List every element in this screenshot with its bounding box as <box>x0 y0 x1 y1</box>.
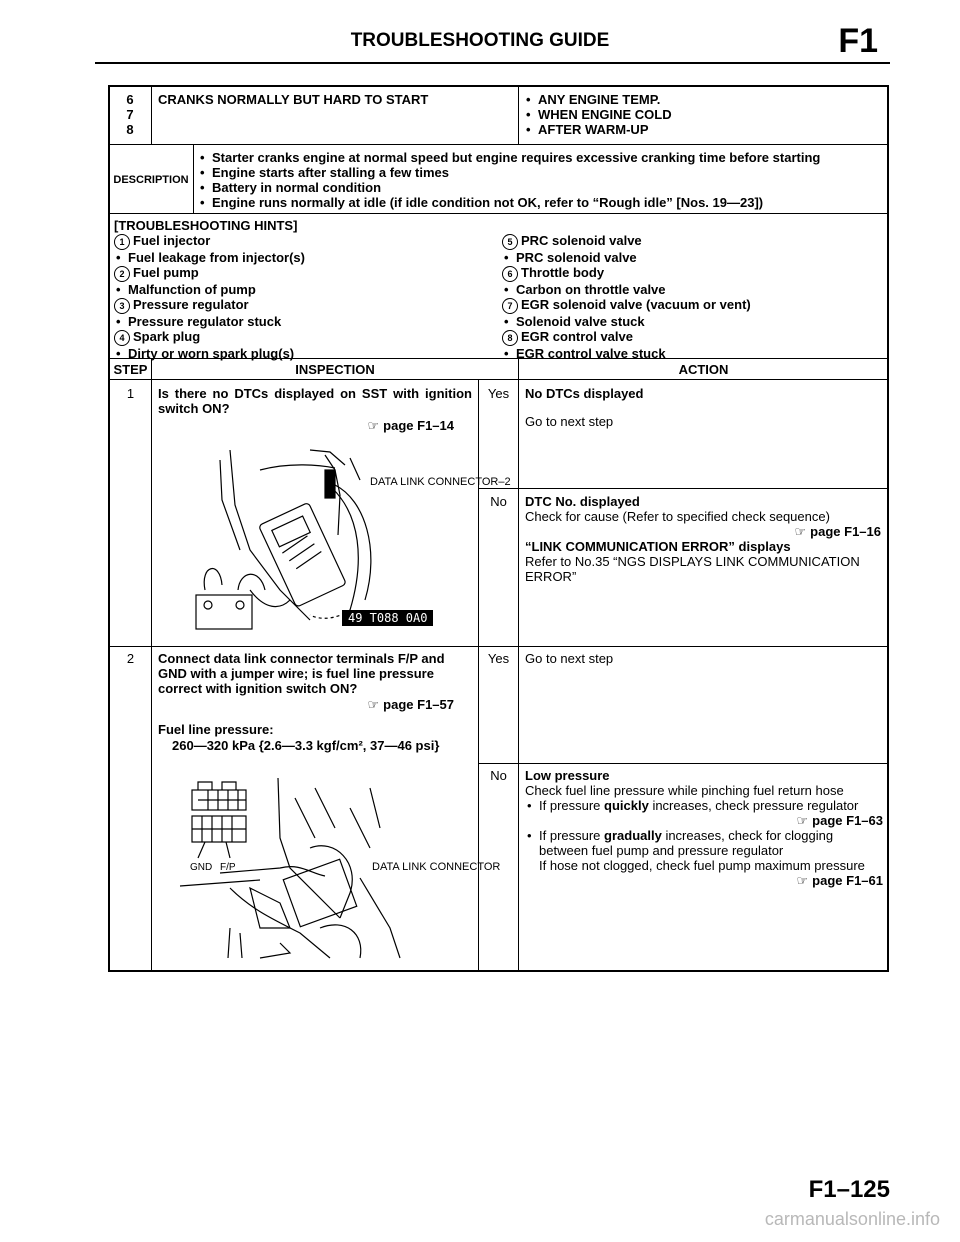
symptom-number: 8 <box>126 122 134 137</box>
gnd-label: GND <box>190 862 213 873</box>
symptom-number: 7 <box>126 107 134 122</box>
description-item: • Starter cranks engine at normal speed but engine requires excessive cranking time before starting <box>198 150 883 165</box>
jumper-wire <box>250 888 290 928</box>
hint-number: 3 <box>114 298 130 314</box>
hints-title: [TROUBLESHOOTING HINTS] <box>114 218 298 233</box>
symptom-title: CRANKS NORMALLY BUT HARD TO START <box>158 92 429 107</box>
divider <box>193 145 194 213</box>
reference-icon: ☞ <box>367 418 380 433</box>
section-code: F1 <box>838 22 878 60</box>
page-ref-text: page F1–57 <box>383 697 454 712</box>
dlc-connector <box>325 470 335 498</box>
step2-inspection: Connect data link connector terminals F/P and GND with a jumper wire; is fuel line pressure correct with ignition switch ON? <box>158 651 445 696</box>
condition: • AFTER WARM-UP <box>524 122 672 137</box>
step1-no-ref <box>525 524 881 539</box>
connector-body <box>310 846 352 918</box>
step2-no-bullet-1 <box>525 798 883 813</box>
hint-detail: • Fuel leakage from injector(s) <box>114 250 474 265</box>
watermark: carmanualsonline.info <box>764 1209 940 1229</box>
text-part: increases, check pressure regulator <box>648 798 859 813</box>
text-part: increases, check for clogging between fuel pump and pressure regulator <box>539 828 834 858</box>
description-list <box>198 150 883 210</box>
text-part: If pressure <box>539 828 605 843</box>
reference-icon: ☞ <box>796 873 809 888</box>
hint-name: Pressure regulator <box>133 297 249 312</box>
step1-yes-title: No DTCs displayed <box>525 386 644 401</box>
divider <box>151 380 152 971</box>
divider <box>518 86 519 144</box>
reference-icon: ☞ <box>794 524 807 539</box>
symptom-number: 6 <box>126 92 134 107</box>
condition: • WHEN ENGINE COLD <box>524 107 672 122</box>
divider <box>518 380 519 971</box>
step1-no-block <box>525 494 881 584</box>
hint-name: Throttle body <box>521 265 605 280</box>
page-number: F1–125 <box>808 1176 890 1203</box>
page-ref-text: page F1–14 <box>383 418 454 433</box>
step2-no: No <box>490 768 507 783</box>
step2-no-ref2 <box>525 873 883 888</box>
col-action-header: ACTION <box>678 362 729 377</box>
sst-tester-screen <box>272 516 310 547</box>
page-ref-text: page F1–63 <box>812 813 883 828</box>
step2-no-title: Low pressure <box>525 768 610 783</box>
step1-no-title2: “LINK COMMUNICATION ERROR” displays <box>525 539 791 554</box>
step2-no-bullet-2 <box>525 828 883 858</box>
divider <box>109 213 888 214</box>
sst-part-number: 49 T088 0A0 <box>342 610 433 626</box>
col-step-header: STEP <box>113 362 148 377</box>
description-item: • Engine starts after stalling a few times <box>198 165 883 180</box>
hint-name: Fuel pump <box>133 265 199 280</box>
battery <box>196 595 252 629</box>
text-part: If pressure <box>539 798 605 813</box>
keyword: quickly <box>604 798 649 813</box>
step2-no-ref1 <box>525 813 883 828</box>
step2-page-ref <box>158 697 454 712</box>
dlc-label: DATA LINK CONNECTOR <box>372 861 501 873</box>
step-number: 1 <box>126 386 135 401</box>
step1-no-action2: Refer to No.35 “NGS DISPLAYS LINK COMMUNICATION ERROR” <box>525 554 860 584</box>
step2-yes: Yes <box>487 651 510 666</box>
description-item: • Engine runs normally at idle (if idle condition not OK, refer to “Rough idle” [Nos. 19—23]) <box>198 195 883 210</box>
hint-name: EGR control valve <box>521 329 633 344</box>
hint-detail: • EGR control valve stuck <box>502 346 882 361</box>
hint-name: Spark plug <box>133 329 201 344</box>
hint-number: 6 <box>502 266 518 282</box>
step1-yes: Yes <box>487 386 510 401</box>
step1-no-action: Check for cause (Refer to specified check sequence) <box>525 509 830 524</box>
divider <box>479 763 888 764</box>
header-rule <box>95 62 890 64</box>
hint-name: EGR solenoid valve (vacuum or vent) <box>521 297 751 312</box>
page-title: TROUBLESHOOTING GUIDE <box>350 30 610 51</box>
step1-inspection: Is there no DTCs displayed on SST with ignition switch ON? <box>158 386 472 416</box>
step1-yes-action: Go to next step <box>525 414 614 429</box>
hint-number: 5 <box>502 234 518 250</box>
hint-detail: • Dirty or worn spark plug(s) <box>114 346 474 361</box>
hint-number: 1 <box>114 234 130 250</box>
symptom-numbers <box>112 92 148 137</box>
hints-right <box>502 233 882 361</box>
col-inspection-header: INSPECTION <box>295 362 375 377</box>
hint-number: 8 <box>502 330 518 346</box>
hints-left <box>114 233 474 361</box>
page-ref-text: page F1–61 <box>812 873 883 888</box>
step2-no-block <box>525 768 883 888</box>
dlc2-label-line1: DATA LINK CONNECTOR–2 <box>370 476 511 488</box>
divider <box>109 358 888 359</box>
hint-number: 2 <box>114 266 130 282</box>
divider <box>151 86 152 144</box>
hint-detail: • Carbon on throttle valve <box>502 282 882 297</box>
hint-name: Fuel injector <box>133 233 211 248</box>
step1-no: No <box>490 494 507 509</box>
step-number: 2 <box>126 651 135 666</box>
sst-tester-body <box>259 502 347 607</box>
hint-number: 7 <box>502 298 518 314</box>
divider <box>109 646 888 647</box>
condition: • ANY ENGINE TEMP. <box>524 92 672 107</box>
hint-detail: • PRC solenoid valve <box>502 250 882 265</box>
step2-no-action: Check fuel line pressure while pinching fuel return hose <box>525 783 844 798</box>
step2-yes-action: Go to next step <box>525 651 614 666</box>
divider <box>109 144 888 145</box>
step2-spec-title: Fuel line pressure: <box>158 722 274 737</box>
fp-label: F/P <box>220 862 236 873</box>
divider <box>109 379 888 380</box>
hint-name: PRC solenoid valve <box>521 233 642 248</box>
description-item: • Battery in normal condition <box>198 180 883 195</box>
keyword: gradually <box>604 828 662 843</box>
step1-no-title: DTC No. displayed <box>525 494 640 509</box>
hint-number: 4 <box>114 330 130 346</box>
divider <box>479 488 888 489</box>
step2-spec-value: 260—320 kPa {2.6—3.3 kgf/cm², 37—46 psi} <box>172 738 440 753</box>
reference-icon: ☞ <box>796 813 809 828</box>
hint-detail: • Pressure regulator stuck <box>114 314 474 329</box>
step2-no-sub: If hose not clogged, check fuel pump maximum pressure <box>539 858 865 873</box>
description-label: DESCRIPTION <box>113 174 189 186</box>
divider <box>478 380 479 971</box>
step1-page-ref <box>158 418 454 433</box>
page-ref-text: page F1–16 <box>810 524 881 539</box>
hint-detail: • Malfunction of pump <box>114 282 474 297</box>
sst-label <box>342 609 433 627</box>
symptom-conditions <box>524 92 672 137</box>
hint-detail: • Solenoid valve stuck <box>502 314 882 329</box>
reference-icon: ☞ <box>367 697 380 712</box>
